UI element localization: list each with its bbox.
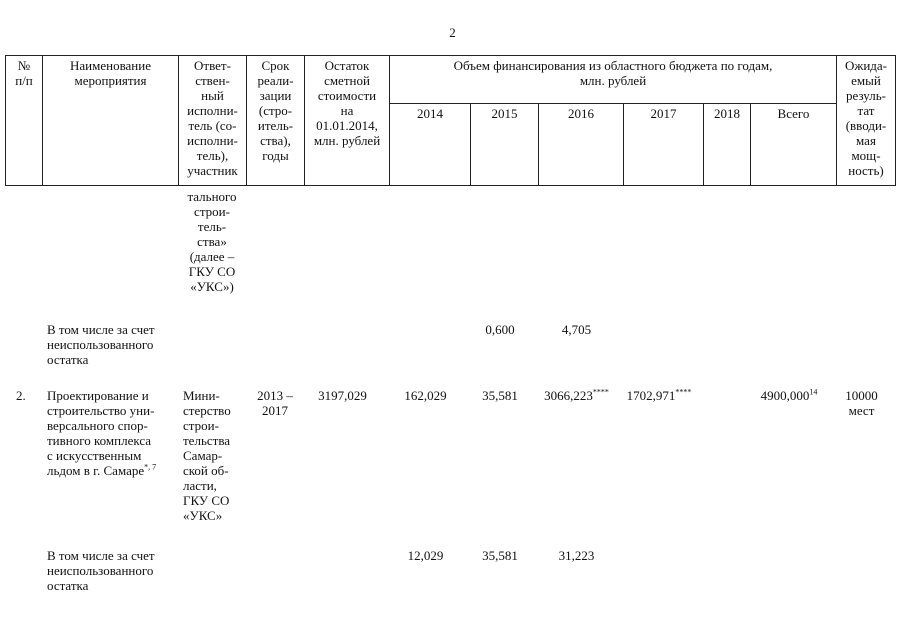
row2-executor: Мини- стерство строи- тельства Самар- ской об- ласти, ГКУ СО «УКС» — [183, 388, 231, 523]
row2-2017-footnote: **** — [675, 387, 692, 397]
row2-name-footnote: *, 7 — [144, 462, 157, 472]
row2-sub-2014: 12,029 — [407, 548, 444, 563]
header-year-2015: 2015 — [471, 104, 539, 186]
page-number: 2 — [449, 25, 456, 40]
row2-2017-value: 1702,971 — [626, 388, 676, 403]
header-name: Наименование мероприятия — [43, 56, 179, 186]
row2-2015: 35,581 — [482, 388, 518, 403]
header-executor: Ответ- ствен- ный исполни- тель (со- исполни- тель), участник — [179, 56, 247, 186]
row2-num: 2. — [16, 388, 26, 403]
header-term: Срок реали- зации (стро- итель- ства), годы — [247, 56, 305, 186]
table-header — [5, 55, 896, 186]
row2-result: 10000 мест — [845, 388, 878, 418]
row2-sub-name: В том числе за счет неиспользованного остатка — [47, 548, 155, 593]
row1-sub-2016: 4,705 — [561, 322, 592, 337]
row2-total-footnote: 14 — [809, 387, 818, 397]
header-year-2017: 2017 — [624, 104, 704, 186]
row2-2014: 162,029 — [404, 388, 447, 403]
row2-2016-footnote: **** — [592, 387, 609, 397]
header-year-2018: 2018 — [704, 104, 751, 186]
row2-sub-2016: 31,223 — [558, 548, 595, 563]
row2-2016-value: 3066,223 — [544, 388, 593, 403]
row2-balance: 3197,029 — [318, 388, 367, 403]
header-result: Ожида- емый резуль- тат (вводи- мая мощ- ность) — [837, 56, 896, 186]
executor-continuation: тального строи- тель- ства» (далее – ГКУ СО «УКС») — [187, 189, 237, 294]
header-funding: Объем финансирования из областного бюджета по годам, млн. рублей — [390, 56, 837, 104]
header-num: № п/п — [6, 56, 43, 186]
row1-sub-name: В том числе за счет неиспользованного остатка — [47, 322, 155, 367]
header-balance: Остаток сметной стоимости на 01.01.2014, млн. рублей — [305, 56, 390, 186]
row2-total-value: 4900,000 — [760, 388, 810, 403]
row2-2016 — [534, 388, 619, 403]
row2-name — [47, 388, 181, 478]
header-year-2014: 2014 — [390, 104, 471, 186]
row2-term: 2013 – 2017 — [257, 388, 293, 418]
row2-name-text: Проектирование и строительство уни- версального спор- тивного комплекса с искусственным льдом в г. Самаре — [47, 388, 155, 478]
header-total: Всего — [751, 104, 837, 186]
row1-sub-2015: 0,600 — [485, 322, 515, 337]
row2-2017 — [619, 388, 699, 403]
row2-total — [746, 388, 832, 403]
header-year-2016: 2016 — [539, 104, 624, 186]
row2-sub-2015: 35,581 — [482, 548, 518, 563]
